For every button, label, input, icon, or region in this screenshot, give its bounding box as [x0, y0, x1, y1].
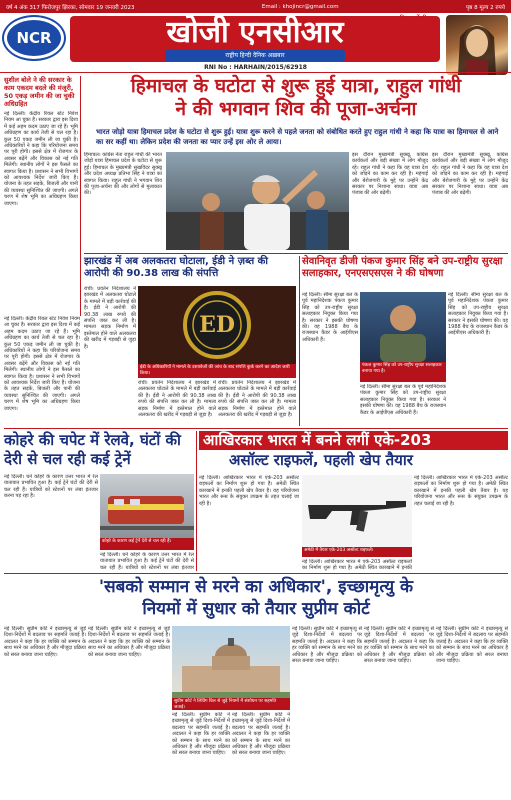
story6-body-5: नई दिल्ली। सुप्रीम कोर्ट ने इच्छामृत्यु से जुड़े दिशा-निर्देशों में बदलाव पर सहमति जताई है। अदालत ने कहा कि हर व्यक्ति को सम्मान के साथ मरने का अधिकार है और मौजूदा प्रक्रिया को सरल बनाया जाना चाहिए। — [292, 626, 362, 665]
story4-headline-line1: कोहरे की चपेट में रेलवे, घंटों की — [4, 431, 181, 449]
story4-headline-line2: देरी से चल रही कई ट्रेनें — [4, 450, 131, 468]
rahul-gandhi-photo — [166, 152, 349, 250]
story5-headline-line2: असॉल्ट राइफलें, पहली खेप तैयार — [229, 451, 413, 469]
supreme-court-building — [172, 626, 290, 698]
masthead — [0, 13, 511, 63]
story2-headline-box — [84, 256, 296, 284]
story4-caption: कोहरे के कारण कई ट्रेनें देरी से चल रही हैं। — [100, 538, 194, 550]
story2-body: रांची। प्रवर्तन निदेशालय ने झारखंड में अलकतरा घोटाले के मामले में बड़ी कार्रवाई की है। ईडी ने आरोपी की 90.38 लाख रुपये की संपत्ति जब्त कर ली है। मामला सड़क निर्माण में इस्तेमाल होने वाले अलकतरा की खरीद में गड़बड़ी से जुड़ा है। — [84, 286, 136, 350]
story6-headline-box — [4, 576, 508, 622]
ncr-logo: NCR — [4, 17, 64, 59]
story4-body-2: नई दिल्ली। घने कोहरे के कारण उत्तर भारत में रेल यातायात प्रभावित हुआ है। कई ट्रेनें घंटों की देरी से चल रही हैं। यात्रियों को स्टेशनों पर लंबा इंतजार — [100, 552, 194, 570]
story6-body-2: नई दिल्ली। सुप्रीम कोर्ट ने इच्छामृत्यु से जुड़े दिशा-निर्देशों में बदलाव पर सहमति जताई है। अदालत ने कहा कि हर व्यक्ति को सम्मान के साथ मरने का अधिकार है और मौजूदा प्रक्रिया को सरल बनाया जाना चाहिए। — [88, 626, 170, 658]
story6-caption: सुप्रीम कोर्ट ने लिविंग विल से जुड़े नियमों में संशोधन पर सहमति जताई। — [172, 698, 290, 710]
newspaper-subtitle: राष्ट्रीय हिन्दी दैनिक अख़बार — [165, 50, 345, 61]
section-divider — [84, 253, 508, 254]
pankaj-kumar-singh-photo — [360, 292, 446, 362]
story6-headline-line2: नियमों में सुधार को तैयार सुप्रीम कोर्ट — [142, 599, 370, 619]
story5-body: नई दिल्ली। आखिरकार भारत में एके-203 असॉल्ट राइफलों का निर्माण शुरू हो गया है। अमेठी स्थित कारखाने में इनकी पहली खेप तैयार है। यह परियोजना भारत और रूस के संयुक्त उपक्रम के तहत चलाई जा रही है। — [199, 475, 299, 507]
column-divider — [196, 431, 197, 571]
story6-body: नई दिल्ली। सुप्रीम कोर्ट ने इच्छामृत्यु से जुड़े दिशा-निर्देशों में बदलाव पर सहमति जताई है। अदालत ने कहा कि हर व्यक्ति को सम्मान के साथ मरने का अधिकार है और मौजूदा प्रक्रिया को सरल बनाया जाना चाहिए। — [4, 626, 86, 658]
story5-caption: अमेठी में तैयार एके-203 असॉल्ट राइफलें। — [302, 547, 412, 557]
left-column-body: नई दिल्ली। केंद्रीय रियल स्टेट निवेश नियम आ चुका है। सरकार द्वारा इस दिशा में कई अहम कदम उठाए जा रहे हैं। भूमि अधिग्रहण का कार्य तेजी से चल रहा है। कुल 50 एकड़ जमीन ली जा चुकी है। अधिकारियों ने कहा कि परियोजना समय पर पूरी होगी। इससे क्षेत्र में रोजगार के अवसर बढ़ेंगे और विकास को नई गति मिलेगी। स्थानीय लोगों ने इस फैसले का स्वागत किया है। प्रशासन ने सभी विभागों को आवश्यक निर्देश जारी किए हैं। योजना के तहत सड़कें, बिजली और पानी की व्यवस्था सुनिश्चित की जाएगी। अगले चरण में शेष भूमि का अधिग्रहण किया जाएगा। — [4, 111, 78, 207]
story5-body-2: नई दिल्ली। आखिरकार भारत में एके-203 असॉल्ट राइफलों का निर्माण शुरू हो गया है। अमेठी स्थित कारखाने में इनकी पहली खेप तैयार है। यह परियोजना भारत और रूस के संयुक्त उपक्रम के तहत चलाई जा रही है। — [414, 475, 508, 507]
story3-headline-box — [302, 256, 508, 290]
story2-headline: झारखंड में अब अलकतरा घोटाला, ईडी ने ज़ब्त की आरोपी की 90.38 लाख की संपत्ति — [84, 256, 268, 279]
lead-summary: भारत जोड़ो यात्रा हिमाचल प्रदेश के घटोटा से शुरू हुई। यात्रा शुरू करने से पहले जनता को संबोधित करते हुए राहुल गांधी ने कहा कि यात्रा का हिमाचल से आने का सर कहीं था। लेकिन प्रदेश की जनता का प्यार उन्हें इस ओर ले आया। — [96, 128, 499, 146]
top-info-bar — [0, 0, 511, 13]
left-column-story — [4, 76, 78, 312]
ak203-rifle-photo — [302, 475, 412, 547]
train-in-fog-photo — [100, 474, 194, 538]
story4-headline-box — [4, 431, 194, 471]
story3-body-2: नई दिल्ली। सीमा सुरक्षा बल के पूर्व महानिदेशक पंकज कुमार सिंह को उप-राष्ट्रीय सुरक्षा सलाहकार नियुक्त किया गया है। सरकार ने इसकी घोषणा की। वह 1988 बैच के राजस्थान कैडर के आईपीएस अधिकारी हैं। — [448, 292, 508, 337]
section-divider — [4, 428, 508, 429]
left-column-body-2: नई दिल्ली। केंद्रीय रियल स्टेट निवेश नियम आ चुका है। सरकार द्वारा इस दिशा में कई अहम कदम उठाए जा रहे हैं। भूमि अधिग्रहण का कार्य तेजी से चल रहा है। कुल 50 एकड़ जमीन ली जा चुकी है। अधिकारियों ने कहा कि परियोजना समय पर पूरी होगी। इससे क्षेत्र में रोजगार के अवसर बढ़ेंगे और विकास को नई गति मिलेगी। स्थानीय लोगों ने इस फैसले का स्वागत किया है। प्रशासन ने सभी विभागों को आवश्यक निर्देश जारी किए हैं। योजना के तहत सड़कें, बिजली और पानी की व्यवस्था सुनिश्चित की जाएगी। अगले चरण में शेष भूमि का अधिग्रहण किया जाएगा। — [4, 316, 80, 412]
story3-headline: सेवानिवृत डीजी पंकज कुमार सिंह बने उप-राष्ट्रीय सुरक्षा सलाहकार, एनएसएसएस ने की घोषणा — [302, 256, 503, 279]
contact-email[interactable]: Email : khojincr@gmail.com — [261, 3, 339, 10]
slogan: सफलताकिर सर्वोपरि — [382, 15, 427, 22]
lead-body-right: इस दौरान मुख्यमंत्री सुक्खू, कांग्रेस कार्यकर्ता और बड़ी संख्या में लोग मौजूद रहे। राहुल गांधी ने कहा कि यह यात्रा देश को जोड़ने का काम कर रही है। महंगाई और बेरोजगारी के मुद्दे पर उन्होंने केंद्र सरकार पर निशाना साधा। यात्रा अब पंजाब की ओर बढ़ेगी। — [352, 152, 428, 197]
rni-number: RNI No : HARHAIN/2015/62918 — [0, 63, 511, 73]
section-divider — [4, 573, 508, 574]
story2-body-2: रांची। प्रवर्तन निदेशालय ने झारखंड में अलकतरा घोटाले के मामले में बड़ी कार्रवाई की है। ईडी ने आरोपी की 90.38 लाख रुपये की संपत्ति जब्त कर ली है। मामला सड़क निर्माण में इस्तेमाल होने वाले अलकतरा की खरीद में गड़बड़ी से जुड़ा है। — [138, 380, 216, 419]
story3-body: नई दिल्ली। सीमा सुरक्षा बल के पूर्व महानिदेशक पंकज कुमार सिंह को उप-राष्ट्रीय सुरक्षा सलाहकार नियुक्त किया गया है। सरकार ने इसकी घोषणा की। वह 1988 बैच के राजस्थान कैडर के आईपीएस अधिकारी हैं। — [302, 292, 358, 343]
lead-photo — [166, 152, 349, 250]
train-illustration — [100, 474, 194, 538]
column-divider — [299, 256, 300, 426]
story4-body: नई दिल्ली। घने कोहरे के कारण उत्तर भारत में रेल यातायात प्रभावित हुआ है। कई ट्रेनें घंटों की देरी से चल रही हैं। यात्रियों को स्टेशनों पर लंबा इंतजार करना पड़ रहा है। — [4, 474, 98, 500]
lead-body-right-2: इस दौरान मुख्यमंत्री सुक्खू, कांग्रेस कार्यकर्ता और बड़ी संख्या में लोग मौजूद रहे। राहुल गांधी ने कहा कि यह यात्रा देश को जोड़ने का काम कर रही है। महंगाई और बेरोजगारी के मुद्दे पर उन्होंने केंद्र सरकार पर निशाना साधा। यात्रा अब पंजाब की ओर बढ़ेगी। — [432, 152, 508, 197]
title-band — [70, 16, 440, 62]
lead-headline — [84, 75, 508, 125]
story6-body-6: नई दिल्ली। सुप्रीम कोर्ट ने इच्छामृत्यु से जुड़े दिशा-निर्देशों में बदलाव पर सहमति जताई है। अदालत ने कहा कि हर व्यक्ति को सम्मान के साथ मरने का अधिकार है और मौजूदा प्रक्रिया को सरल बनाया जाना चाहिए। — [364, 626, 434, 665]
ed-logo-image — [138, 286, 296, 364]
ed-logo-text: ED — [199, 312, 235, 338]
story3-body-3: नई दिल्ली। सीमा सुरक्षा बल के पूर्व महानिदेशक पंकज कुमार सिंह को उप-राष्ट्रीय सुरक्षा सलाहकार नियुक्त किया गया है। सरकार ने इसकी घोषणा की। वह 1988 बैच के राजस्थान कैडर के आईपीएस अधिकारी हैं। — [360, 384, 446, 416]
story6-body-3: नई दिल्ली। सुप्रीम कोर्ट ने इच्छामृत्यु से जुड़े दिशा-निर्देशों में बदलाव पर सहमति जताई है। अदालत ने कहा कि हर व्यक्ति को सम्मान के साथ मरने का अधिकार है और मौजूदा प्रक्रिया को सरल बनाया जाना चाहिए। — [172, 712, 230, 757]
rifle-illustration — [302, 475, 412, 547]
lead-headline-line2: ने की भगवान शिव की पूजा-अर्चना — [175, 98, 417, 120]
story6-headline-line1: 'सबको सम्मान से मरने का अधिकार', इच्छामृत्यु के — [98, 577, 414, 597]
story3-caption: पंकज कुमार सिंह को उप-राष्ट्रीय सुरक्षा सलाहकार बनाया गया है। — [360, 362, 446, 382]
newspaper-title: खोजी एनसीआर — [166, 15, 344, 50]
story6-body-4: नई दिल्ली। सुप्रीम कोर्ट ने इच्छामृत्यु से जुड़े दिशा-निर्देशों में बदलाव पर सहमति जताई है। अदालत ने कहा कि हर व्यक्ति को सम्मान के साथ मरने का अधिकार है और मौजूदा प्रक्रिया को सरल बनाया जाना चाहिए। — [232, 712, 290, 757]
story5-headline-box — [199, 431, 508, 473]
story5-headline-line1: आखिरकार भारत में बनने लगीं एके-203 — [199, 431, 508, 450]
story2-caption: ईडी के अधिकारियों ने मामले के दस्तावेजों की जांच के बाद संपत्ति कुर्क करने का आदेश जारी किया। — [138, 364, 296, 378]
column-divider — [80, 76, 81, 316]
issue-info: वर्ष 4 अंक 317 फिरोजपुर झिरका, सोमवार 19 जनवरी 2023 — [6, 4, 135, 11]
page-price-info: पृष्ठ 8 मूल्य 2 रुपये — [466, 4, 505, 11]
story5-body-3: नई दिल्ली। आखिरकार भारत में एके-203 असॉल्ट राइफलों का निर्माण शुरू हो गया है। अमेठी स्थित कारखाने में इनकी — [302, 559, 412, 571]
left-column-headline: सुशील बोले ने की सरकार के काम एकदम बदले की मंजूरी, 50 एकड़ जमीन की जा चुकी अधिग्रहित — [4, 76, 75, 108]
story2-body-3: रांची। प्रवर्तन निदेशालय ने झारखंड में अलकतरा घोटाले के मामले में बड़ी कार्रवाई की है। ईडी ने आरोपी की 90.38 लाख रुपये की संपत्ति जब्त कर ली है। मामला सड़क निर्माण में इस्तेमाल होने वाले अलकतरा की खरीद में गड़बड़ी से जुड़ा है। — [218, 380, 296, 419]
story6-body-7: नई दिल्ली। सुप्रीम कोर्ट ने इच्छामृत्यु से जुड़े दिशा-निर्देशों में बदलाव पर सहमति जताई है। अदालत ने कहा कि हर व्यक्ति को सम्मान के साथ मरने का अधिकार है और मौजूदा प्रक्रिया को सरल बनाया जाना चाहिए। — [436, 626, 508, 665]
lead-headline-line1: हिमाचल के घटोटा से शुरू हुई यात्रा, राहुल गांधी — [130, 75, 462, 97]
supreme-court-photo — [172, 626, 290, 698]
portrait-silhouette — [360, 292, 446, 362]
lead-body-left: हिमाचल। कांग्रेस नेता राहुल गांधी की भारत जोड़ो यात्रा हिमाचल प्रदेश के घटोटा से शुरू हुई। हिमाचल के मुख्यमंत्री सुखविंदर सुक्खू और प्रदेश अध्यक्ष प्रतिभा सिंह ने यात्रा का स्वागत किया। राहुल गांधी ने भगवान शिव की पूजा-अर्चना की और लोगों से मुलाकात की। — [84, 152, 162, 197]
